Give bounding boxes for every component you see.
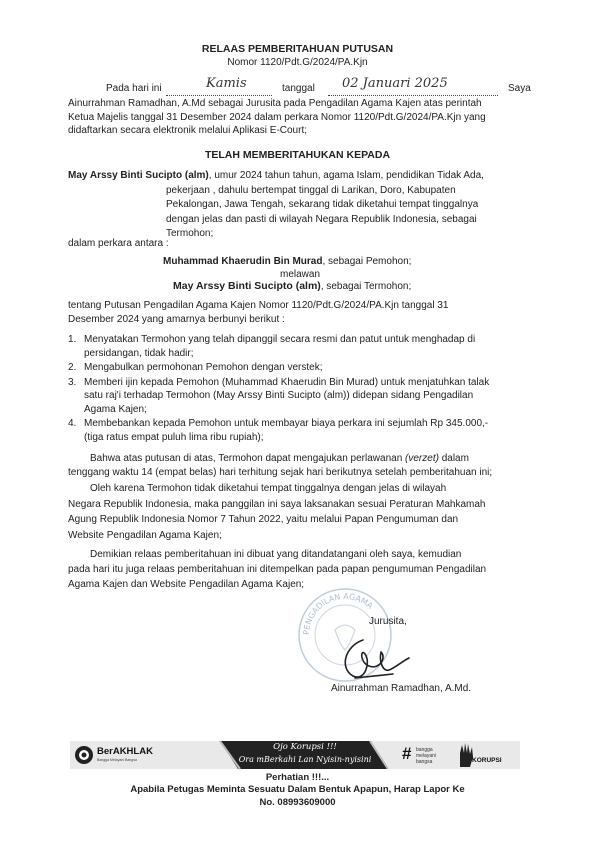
anti-corruption-hand-icon — [454, 741, 478, 769]
para2-line-1: Oleh karena Termohon tidak diketahui tempat tinggalnya dengan jelas di wilayah — [90, 483, 447, 494]
document-number: Nomor 1120/Pdt.G/2024/PA.Kjn — [227, 57, 368, 68]
signatory-name: Ainurrahman Ramadhan, A.Md. — [331, 683, 472, 694]
notified-heading: TELAH MEMBERITAHUKAN KEPADA — [204, 149, 391, 161]
recipient-line-5: Termohon; — [166, 228, 214, 239]
para1-text-a: Bahwa atas putusan di atas, Termohon dapat mengajukan perlawanan — [90, 453, 406, 464]
verdict-item-3 — [68, 376, 530, 417]
verdict-item-text: Membebankan kepada Pemohon untuk membayar biaya perkara ini sejumlah Rp 345.000,- — [84, 418, 489, 429]
verdict-item-number: 1. — [68, 334, 77, 345]
para2-line-4: Website Pengadilan Agama Kajen; — [68, 529, 222, 541]
document-title: RELAAS PEMBERITAHUAN PUTUSAN — [201, 43, 394, 55]
recipient-name: May Arssy Binti Sucipto (alm) — [68, 170, 209, 181]
handwritten-signature — [335, 632, 415, 687]
paragraph-verzet — [68, 452, 530, 480]
verdict-item-text: Agama Kajen; — [84, 403, 147, 415]
day-handwritten: Kamis — [206, 76, 247, 91]
signature-title: Jurusita, — [369, 616, 407, 627]
slogan-line-1: Ojo Korupsi !!! — [273, 742, 337, 752]
para1-line-2: tenggang waktu 14 (empat belas) hari terhitung sejak hari berikutnya setelah pemberitahuan ini; — [68, 467, 493, 478]
slogan-line-2: Ora mBerkahi Lan Nyisin-nyisini — [238, 755, 372, 764]
petitioner-role: , sebagai Pemohon; — [322, 256, 412, 267]
verdict-item-number: 4. — [68, 418, 77, 429]
recipient-line-1: , umur 2024 tahun tahun, agama Islam, pendidikan Tidak Ada, — [208, 170, 484, 181]
verdict-item-text: Mengabulkan permohonan Pemohon dengan verstek; — [84, 362, 323, 373]
footer-perhatian: Perhatian !!!... — [265, 772, 330, 783]
verdict-item-number: 2. — [68, 362, 77, 373]
hashtag-icon: # — [402, 744, 412, 763]
para2-line-2: Negara Republik Indonesia, maka panggilan ini saya laksanakan sesuai Peraturan Mahkamah — [68, 498, 486, 510]
para1-text-b: dalam — [438, 453, 469, 464]
respondent-role: , sebagai Termohon; — [320, 281, 412, 292]
verdict-intro-line-2: Desember 2024 yang amarnya berbunyi berikut : — [68, 314, 285, 325]
stamp-text: PENGADILAN AGAMA — [301, 591, 375, 636]
intro-tanggal: tanggal — [282, 83, 315, 94]
para2-line-3: Agung Republik Indonesia Nomor 7 Tahun 2022, yaitu melalui Papan Pengumuman dan — [68, 514, 459, 525]
berakhlak-logo-icon — [74, 745, 94, 765]
intro-line-2: Ainurrahman Ramadhan, A.Md sebagai Jurusita pada Pengadilan Agama Kajen atas perintah — [68, 98, 482, 109]
case-intro: dalam perkara antara : — [68, 238, 169, 249]
verdict-intro — [68, 299, 528, 327]
para3-line-3: Agama Kajen dan Website Pengadilan Agama Kajen; — [68, 579, 305, 590]
verdict-item-text: Menyatakan Termohon yang telah dipanggil secara resmi dan patut untuk menghadap di — [84, 334, 476, 345]
verdict-item-text: satu raj'i terhadap Termohon (May Arssy Binti Sucipto (alm)) didepan sidang Pengadilan — [84, 390, 474, 401]
verdict-list — [68, 333, 530, 445]
respondent-name: May Arssy Binti Sucipto (alm) — [173, 280, 321, 292]
petitioner-name: Muhammad Khaerudin Bin Murad — [163, 256, 323, 267]
para1-italic: (verzet) — [405, 453, 439, 464]
verdict-item-text: persidangan, tidak hadir; — [84, 347, 194, 359]
recipient-details — [166, 184, 478, 242]
intro-body — [68, 97, 486, 138]
case-respondent — [173, 280, 411, 292]
case-petitioner — [163, 256, 411, 267]
berakhlak-sub: Bangga Melayani Bangsa — [97, 758, 137, 762]
footer-notice: Apabila Petugas Meminta Sesuatu Dalam Bentuk Apapun, Harap Lapor Ke — [130, 784, 465, 795]
paragraph-domicile — [68, 481, 530, 543]
recipient-line-4: dengan jelas dan pasti di wilayah Negara Republik Indonesia, sebagai — [166, 213, 477, 225]
verdict-item-2 — [68, 361, 530, 375]
bangga-label: bangga melayani bangsa — [416, 747, 437, 765]
verdict-intro-line-1: tentang Putusan Pengadilan Agama Kajen Nomor 1120/Pdt.G/2024/PA.Kjn tanggal 31 — [68, 300, 449, 311]
verdict-item-text: Memberi ijin kepada Pemohon (Muhammad Khaerudin Bin Murad) untuk menjatuhkan talak — [84, 376, 490, 388]
para3-line-2: pada hari itu juga relaas pemberitahuan ini ditempelkan pada papan pengumuman Pengadilan — [68, 564, 487, 575]
footer-phone: No. 08993609000 — [259, 797, 336, 808]
para3-line-1: Demikian relaas pemberitahuan ini dibuat yang ditandatangani oleh saya, kemudian — [90, 549, 462, 560]
korupsi-label: KORUPSI — [472, 757, 502, 764]
recipient-line-3: Pekalongan, Jawa Tengah, sekarang tidak diketahui tempat tinggalnya — [166, 199, 479, 210]
verdict-item-4 — [68, 417, 530, 444]
recipient-block — [68, 169, 484, 184]
verdict-item-number: 3. — [68, 376, 77, 388]
date-handwritten: 02 Januari 2025 — [342, 76, 448, 91]
berakhlak-label: BerAKHLAK — [97, 746, 153, 757]
intro-saya: Saya — [508, 83, 531, 94]
intro-line-4: didaftarkan secara elektronik melalui Aplikasi E-Court; — [68, 125, 307, 136]
case-versus: melawan — [280, 269, 321, 280]
footer-banner — [70, 738, 520, 772]
recipient-line-2: pekerjaan , dahulu bertempat tinggal di Larikan, Doro, Kabupaten — [166, 184, 456, 196]
verdict-item-1 — [68, 333, 530, 360]
intro-line-3: Ketua Majelis tanggal 31 Desember 2024 dalam perkara Nomor 1120/Pdt.G/2024/PA.Kjn yang — [68, 111, 486, 123]
intro-line-1 — [106, 76, 531, 97]
verdict-item-text: (tiga ratus empat puluh lima ribu rupiah); — [84, 431, 264, 443]
intro-pada-hari-ini: Pada hari ini — [106, 83, 162, 94]
